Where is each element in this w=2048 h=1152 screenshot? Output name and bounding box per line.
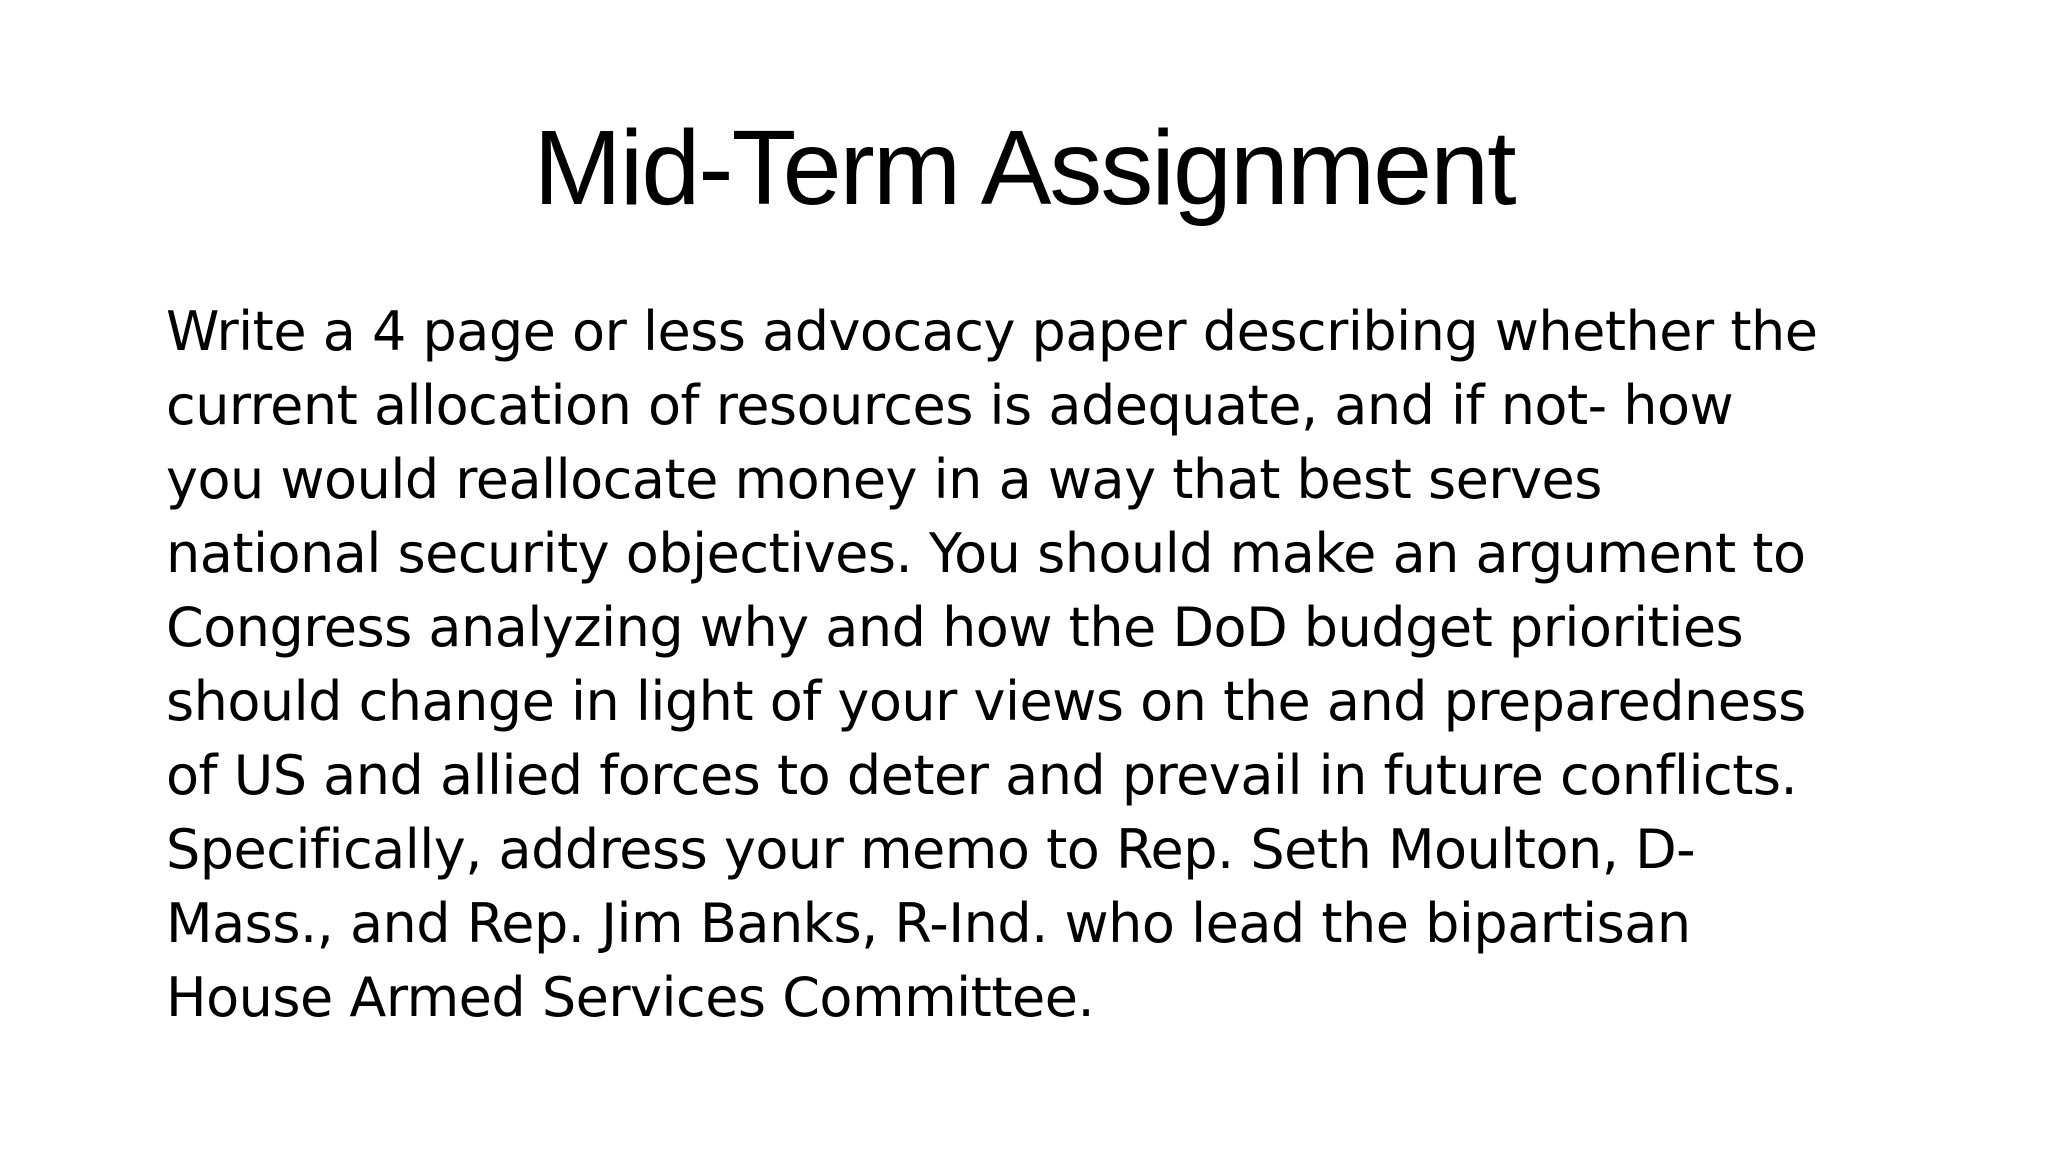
slide-title: Mid-Term Assignment xyxy=(533,109,1515,227)
slide-body-text: Write a 4 page or less advocacy paper describing whether the current allocation of resources is adequate, and if not- how you would reallocate money in a way that best serves national security objectives. You should make an argument to Congress analyzing why and how the DoD budget priorities should change in light of your views on the and preparedness of US and allied forces to deter and prevail in future conflicts. Specifically, address your memo to Rep. Seth Moulton, D- Mass., and Rep. Jim Banks, R-Ind. who lead the bipartisan House Armed Services Committee. xyxy=(166,300,1818,1029)
